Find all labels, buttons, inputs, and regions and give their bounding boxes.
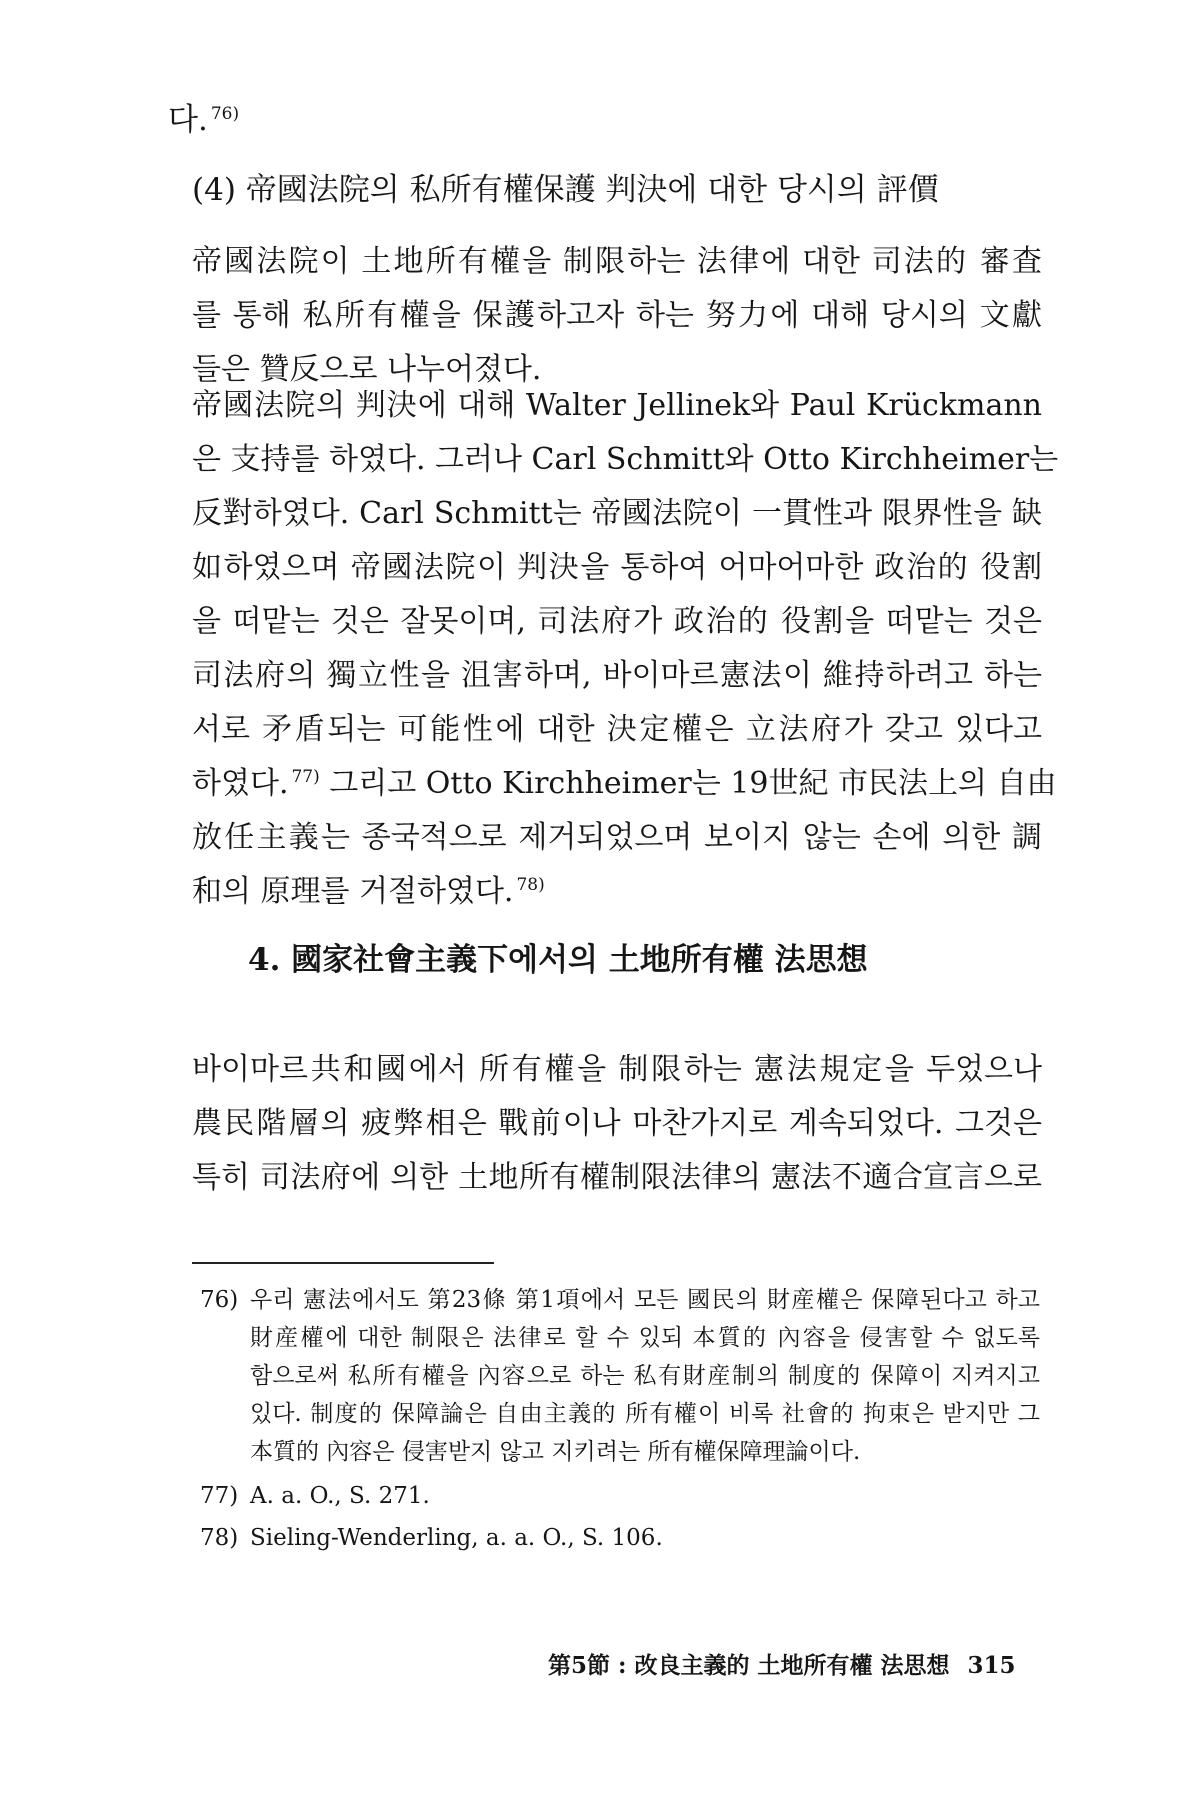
paragraph-line: 放任主義는 종국적으로 제거되었으며 보이지 않는 손에 의한 調 [192, 820, 1042, 855]
paragraph-line: 를 통해 私所有權을 保護하고자 하는 努力에 대해 당시의 文獻 [192, 298, 1042, 333]
section-heading: 4. 國家社會主義下에서의 土地所有權 法思想 [248, 942, 868, 978]
footnote-marker-78: 78) [516, 875, 545, 895]
paragraph-line-with-note [192, 870, 1042, 914]
footnote-line: 함으로써 私所有權을 內容으로 하는 私有財産制의 制度的 保障이 지켜지고 [250, 1363, 1040, 1389]
paragraph-line: 서로 矛盾되는 可能性에 대한 決定權은 立法府가 갖고 있다고 [192, 712, 1042, 747]
footnote-77: A. a. O., S. 271. [250, 1483, 430, 1509]
footnote-number-78: 78) [200, 1525, 239, 1551]
running-footer [548, 1648, 1016, 1684]
paragraph-line: 들은 贊反으로 나누어졌다. [192, 352, 542, 387]
paragraph-line-with-note [192, 762, 1057, 806]
footer-section-title: 第5節 : 改良主義的 土地所有權 法思想 [548, 1652, 950, 1679]
line-text: 和의 原理를 거절하였다. [192, 874, 514, 909]
footnote-marker-77: 77) [291, 767, 320, 787]
footnote-marker-76: 76) [210, 103, 240, 124]
paragraph-line: 帝國法院이 土地所有權을 制限하는 法律에 대한 司法的 審査 [192, 244, 1042, 279]
line-text: 그리고 Otto Kirchheimer는 19世紀 市民法上의 自由 [319, 766, 1057, 801]
carryover-line [168, 98, 239, 142]
subsection-heading: (4) 帝國法院의 私所有權保護 判決에 대한 당시의 評價 [192, 172, 939, 208]
paragraph-line: 司法府의 獨立性을 沮害하며, 바이마르憲法이 維持하려고 하는 [192, 658, 1042, 693]
paragraph-line: 특히 司法府에 의한 土地所有權制限法律의 憲法不適合宣言으로 [192, 1160, 1042, 1195]
page-number: 315 [967, 1652, 1016, 1679]
footnote-78: Sieling-Wenderling, a. a. O., S. 106. [250, 1525, 663, 1551]
footnote-number-77: 77) [200, 1483, 239, 1509]
paragraph-line: 如하였으며 帝國法院이 判決을 통하여 어마어마한 政治的 役割 [192, 550, 1042, 585]
paragraph-line: 은 支持를 하였다. 그러나 Carl Schmitt와 Otto Kirchheimer는 [192, 442, 1059, 477]
footnote-line: 財産權에 대한 制限은 法律로 할 수 있되 本質的 內容을 侵害할 수 없도록 [250, 1325, 1040, 1351]
paragraph-line: 바이마르共和國에서 所有權을 制限하는 憲法規定을 두었으나 [192, 1052, 1042, 1087]
paragraph-line: 帝國法院의 判決에 대해 Walter Jellinek와 Paul Krückmann [192, 388, 1042, 423]
paragraph-line: 反對하였다. Carl Schmitt는 帝國法院이 一貫性과 限界性을 缺 [192, 496, 1042, 531]
footnote-number-76: 76) [200, 1287, 239, 1313]
footnote-divider [192, 1262, 494, 1264]
paragraph-line: 을 떠맡는 것은 잘못이며, 司法府가 政治的 役割을 떠맡는 것은 [192, 604, 1042, 639]
footnote-line: 있다. 制度的 保障論은 自由主義的 所有權이 비록 社會的 拘束은 받지만 그 [250, 1401, 1040, 1427]
line-text: 하였다. [192, 766, 289, 801]
footnote-line: 本質的 內容은 侵害받지 않고 지키려는 所有權保障理論이다. [250, 1439, 861, 1465]
footnote-line: 우리 憲法에서도 第23條 第1項에서 모든 國民의 財産權은 保障된다고 하고 [250, 1287, 1040, 1313]
paragraph-line: 農民階層의 疲弊相은 戰前이나 마찬가지로 계속되었다. 그것은 [192, 1106, 1042, 1141]
carryover-text: 다. [168, 102, 208, 138]
